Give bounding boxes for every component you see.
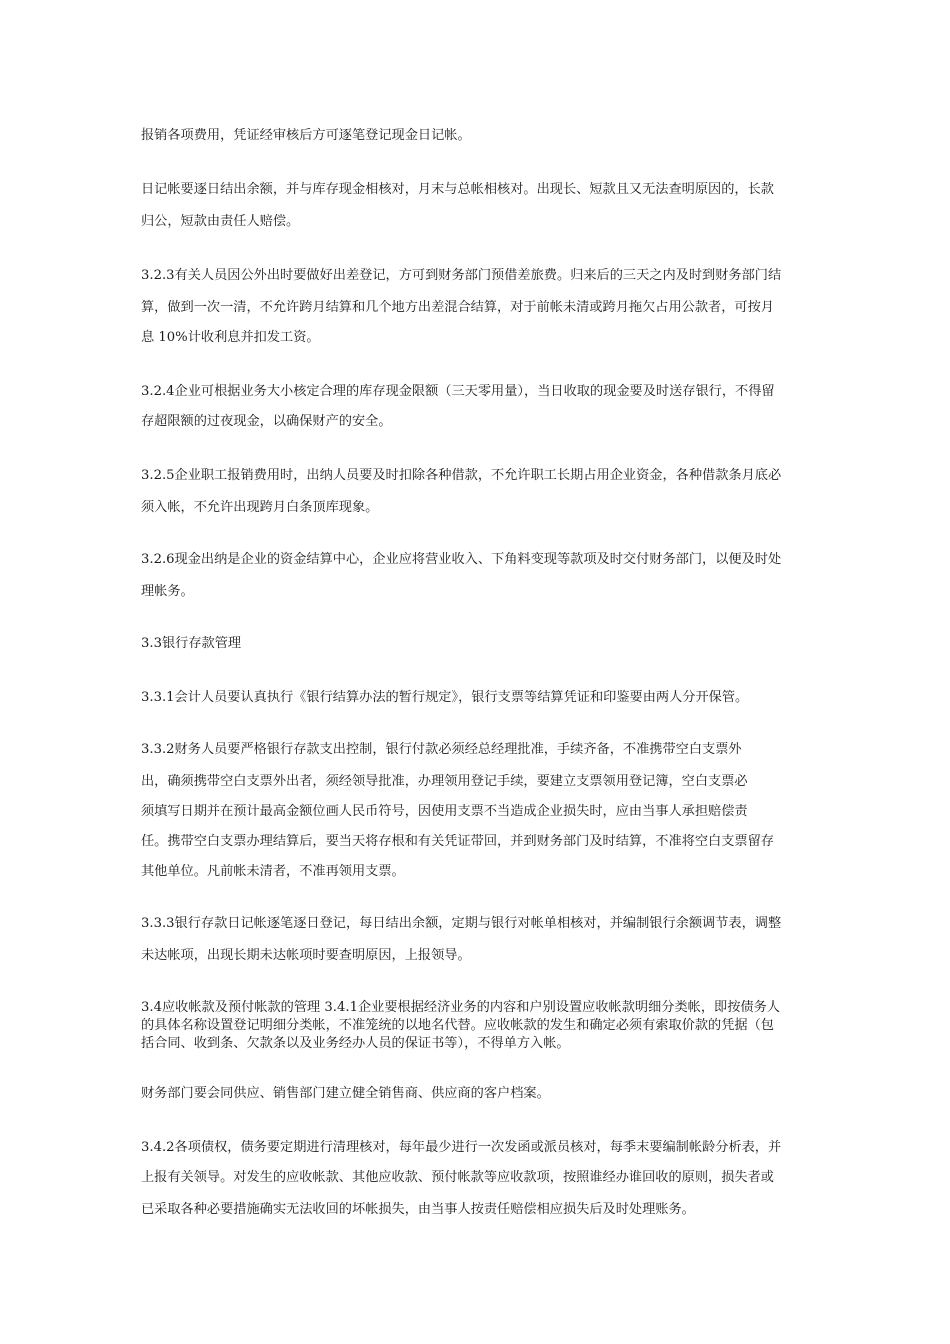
text-line: 已采取各种必要措施确实无法收回的坏帐损失，由当事人按责任赔偿相应损失后及时处理账务。 — [141, 1202, 695, 1217]
text-line: 任。携带空白支票办理结算后，要当天将存根和有关凭证带回，并到财务部门及时结算，不准将空白支票留存 — [141, 834, 774, 849]
text-line: 3.3.3银行存款日记帐逐笔逐日登记，每日结出余额，定期与银行对帐单相核对，并编制银行余额调节表，调整 — [141, 916, 782, 931]
text-line: 财务部门要会同供应、销售部门建立健全销售商、供应商的客户档案。 — [141, 1086, 550, 1101]
text-line: 报销各项费用，凭证经审核后方可逐笔登记现金日记帐。 — [141, 128, 471, 143]
text-line: 3.2.6现金出纳是企业的资金结算中心，企业应将营业收入、下角料变现等款项及时交付财务部门，以便及时处 — [141, 552, 782, 567]
text-line: 归公，短款由责任人赔偿。 — [141, 214, 300, 229]
text-line: 须填写日期并在预计最高金额位画人民币符号，因使用支票不当造成企业损失时，应由当事人承担赔偿责 — [141, 804, 748, 819]
text-line: 日记帐要逐日结出余额，并与库存现金相核对，月末与总帐相核对。出现长、短款且又无法查明原因的，长款 — [141, 182, 774, 197]
text-line: 3.3.1会计人员要认真执行《银行结算办法的暂行规定》，银行支票等结算凭证和印鉴要由两人分开保管。 — [141, 690, 749, 705]
text-line: 其他单位。凡前帐未清者，不准再领用支票。 — [141, 864, 405, 879]
text-line: 3.4应收帐款及预付帐款的管理 3.4.1企业要根据经济业务的内容和户别设置应收帐款明细分类帐，即按债务人 — [141, 1000, 780, 1015]
text-line: 出，确须携带空白支票外出者，须经领导批准，办理领用登记手续，要建立支票领用登记簿，空白支票必 — [141, 774, 748, 789]
text-line: 未达帐项，出现长期未达帐项时要查明原因，上报领导。 — [141, 948, 471, 963]
text-line: 须入帐，不允许出现跨月白条顶库现象。 — [141, 500, 379, 515]
text-line: 上报有关领导。对发生的应收帐款、其他应收款、预付帐款等应收款项，按照谁经办谁回收的原则，损失者或 — [141, 1170, 774, 1185]
text-line: 存超限额的过夜现金，以确保财产的安全。 — [141, 414, 392, 429]
text-line: 理帐务。 — [141, 584, 194, 599]
text-line: 括合同、收到条、欠款条以及业务经办人员的保证书等），不得单方入帐。 — [141, 1036, 570, 1051]
text-line: 3.2.5企业职工报销费用时，出纳人员要及时扣除各种借款，不允许职工长期占用企业资金，各种借款条月底必 — [141, 468, 782, 483]
text-line: 3.2.3有关人员因公外出时要做好出差登记，方可到财务部门预借差旅费。归来后的三天之内及时到财务部门结 — [141, 268, 782, 283]
text-line: 3.3.2财务人员要严格银行存款支出控制，银行付款必须经总经理批准，手续齐备，不准携带空白支票外 — [141, 742, 742, 757]
text-line: 息 10%计收利息并扣发工资。 — [141, 330, 320, 345]
text-line: 3.2.4企业可根据业务大小核定合理的库存现金限额（三天零用量），当日收取的现金要及时送存银行，不得留 — [141, 384, 775, 399]
text-line: 的具体名称设置登记明细分类帐，不准笼统的以地名代替。应收帐款的发生和确定必须有索取价款的凭据（包 — [141, 1018, 774, 1033]
section-heading: 3.3银行存款管理 — [141, 636, 242, 651]
text-line: 算，做到一次一清，不允许跨月结算和几个地方出差混合结算，对于前帐未清或跨月拖欠占用公款者，可按月 — [141, 300, 774, 315]
text-line: 3.4.2各项债权，债务要定期进行清理核对，每年最少进行一次发函或派员核对，每季末要编制帐龄分析表，并 — [141, 1140, 782, 1155]
